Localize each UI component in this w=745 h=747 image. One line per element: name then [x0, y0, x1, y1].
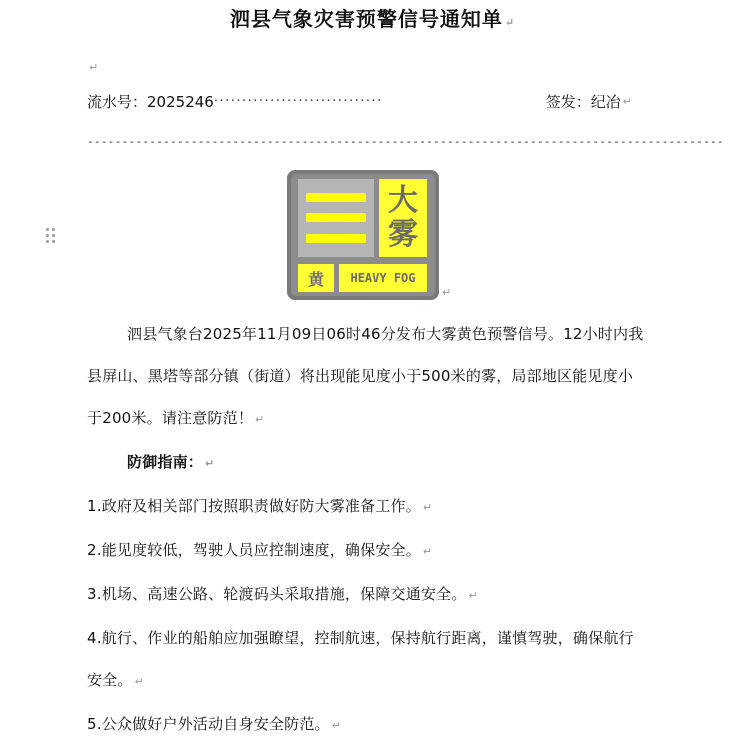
paragraph-mark: ↵ — [442, 286, 452, 299]
guide-item: 5.公众做好户外活动自身安全防范。 ↵ — [87, 715, 342, 733]
paragraph-mark: ↵ — [468, 589, 478, 602]
serial-line — [87, 90, 632, 114]
paragraph-mark: ↵ — [134, 675, 145, 688]
signal-char-top: 大 — [388, 183, 418, 218]
guide-item: 3.机场、高速公路、轮渡码头采取措施，保障交通安全。 ↵ — [87, 585, 478, 603]
serial-label: 流水号： — [87, 93, 148, 111]
serial-number: 2025246 — [147, 93, 214, 111]
separator-line: -------------------------------------------------------------------------------------------- — [87, 135, 724, 148]
paragraph-mark: ↵ — [89, 61, 99, 74]
paragraph-mark: ↵ — [622, 95, 632, 108]
document-body — [87, 313, 647, 747]
signal-bars — [298, 179, 374, 257]
paragraph-mark: ↵ — [422, 545, 433, 558]
paragraph-mark: ↵ — [255, 413, 265, 426]
document-title: 泗县气象灾害预警信号通知单 ↵ — [229, 7, 516, 31]
guide-item: 4.航行、作业的船舶应加强瞭望，控制航速，保持航行距离，谨慎驾驶，确保航行安全。 ↵ — [87, 629, 634, 689]
signal-char-bottom: 雾 — [388, 217, 418, 252]
intro-paragraph: 泗县气象台2025年11月09日06时46分发布大雾黄色预警信号。12小时内我县屏山、黑塔等部分镇（街道）将出现能见度小于500米的雾，局部地区能见度小于200米。请注意防范！ ↵ — [87, 325, 644, 427]
drag-handle-icon[interactable] — [46, 228, 56, 244]
empty-paragraph — [87, 56, 98, 75]
guide-item: 2.能见度较低，驾驶人员应控制速度，确保安全。 ↵ — [87, 541, 433, 559]
paragraph-mark: ↵ — [331, 719, 342, 732]
dot-leader: ······························ — [213, 94, 383, 109]
paragraph-mark: ↵ — [504, 16, 516, 29]
guide-item: 1.政府及相关部门按照职责做好防大雾准备工作。 ↵ — [87, 497, 433, 515]
signer-name: 纪冶 — [590, 93, 621, 111]
heavy-fog-yellow-signal-icon — [287, 170, 439, 300]
paragraph-mark: ↵ — [205, 457, 215, 470]
signer-label: 签发： — [545, 93, 591, 111]
signal-level-badge: 黄 — [298, 264, 334, 292]
guide-heading: 防御指南： ↵ — [127, 453, 215, 471]
paragraph-mark: ↵ — [422, 501, 433, 514]
signal-english-label: HEAVY FOG — [339, 264, 427, 292]
signal-chars — [379, 179, 427, 257]
